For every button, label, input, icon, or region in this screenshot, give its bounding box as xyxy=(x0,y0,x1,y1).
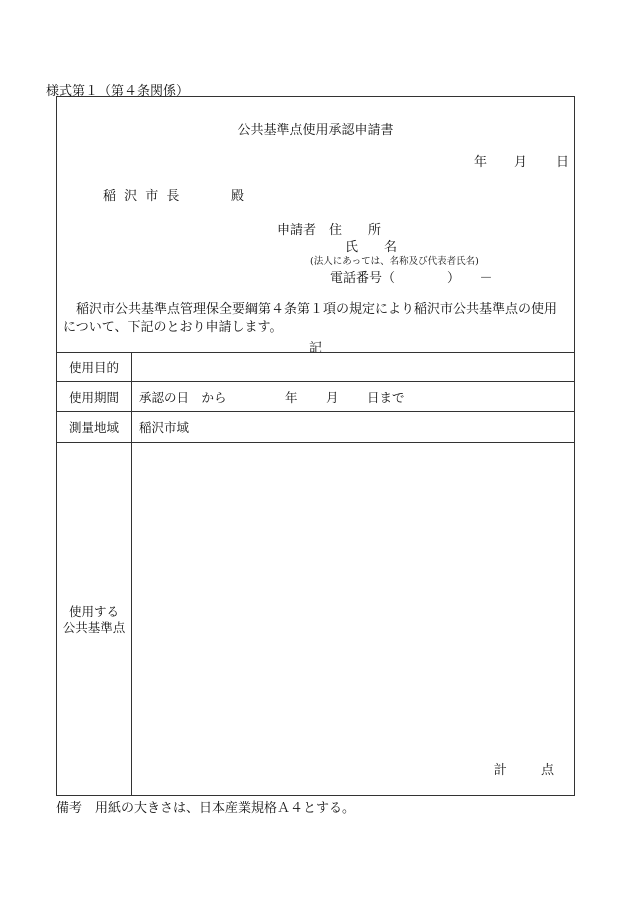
addressee-name: 稲 沢 市 長 xyxy=(103,189,182,204)
table-row-area xyxy=(57,412,574,443)
applicant-label: 申請者 xyxy=(277,223,317,238)
application-statement xyxy=(57,301,568,337)
points-label-line2: 公共基準点 xyxy=(62,619,126,635)
points-total-unit: 点 xyxy=(540,763,554,778)
purpose-label: 使用目的 xyxy=(57,353,132,381)
period-month-label: 月 xyxy=(326,389,339,405)
applicant-phone-label: 電話番号（ ） － xyxy=(330,271,493,286)
form-title: 公共基準点使用承認申請書 xyxy=(237,123,394,138)
applicant-corporate-note: (法人にあっては、名称及び代表者氏名) xyxy=(310,256,479,267)
table-row-period xyxy=(57,382,574,412)
date-month-label: 月 xyxy=(514,155,528,170)
purpose-value[interactable] xyxy=(132,353,574,381)
period-from: 承認の日 から xyxy=(139,389,227,405)
table-row-points xyxy=(57,443,574,796)
points-label xyxy=(57,443,132,796)
period-year-label: 年 xyxy=(285,389,298,405)
period-value[interactable] xyxy=(132,382,574,411)
points-total-label: 計 xyxy=(493,763,507,778)
statement-text: 稲沢市公共基準点管理保全要綱第４条第１項の規定により稲沢市公共基準点の使用について、下記のとおり申請します。 xyxy=(63,302,558,335)
ki-heading: 記 xyxy=(308,341,322,356)
area-label: 測量地域 xyxy=(57,412,132,442)
applicant-address-label: 住 所 xyxy=(329,223,382,238)
points-total xyxy=(494,759,554,778)
date-day-label: 日 xyxy=(556,155,570,170)
details-table xyxy=(57,352,574,796)
points-value[interactable] xyxy=(132,443,574,796)
area-value[interactable]: 稲沢市域 xyxy=(139,420,190,435)
application-form-frame xyxy=(56,96,575,796)
period-label: 使用期間 xyxy=(57,382,132,411)
applicant-name-label: 氏 名 xyxy=(345,240,398,255)
form-number: 様式第１（第４条関係） xyxy=(46,84,190,99)
points-label-line1: 使用する xyxy=(68,603,119,619)
addressee-honorific: 殿 xyxy=(231,189,245,204)
table-row-purpose xyxy=(57,353,574,382)
period-until: 日まで xyxy=(367,389,405,405)
date-year-label: 年 xyxy=(474,155,488,170)
remark-note: 備考 用紙の大きさは、日本産業規格Ａ４とする。 xyxy=(56,801,356,816)
